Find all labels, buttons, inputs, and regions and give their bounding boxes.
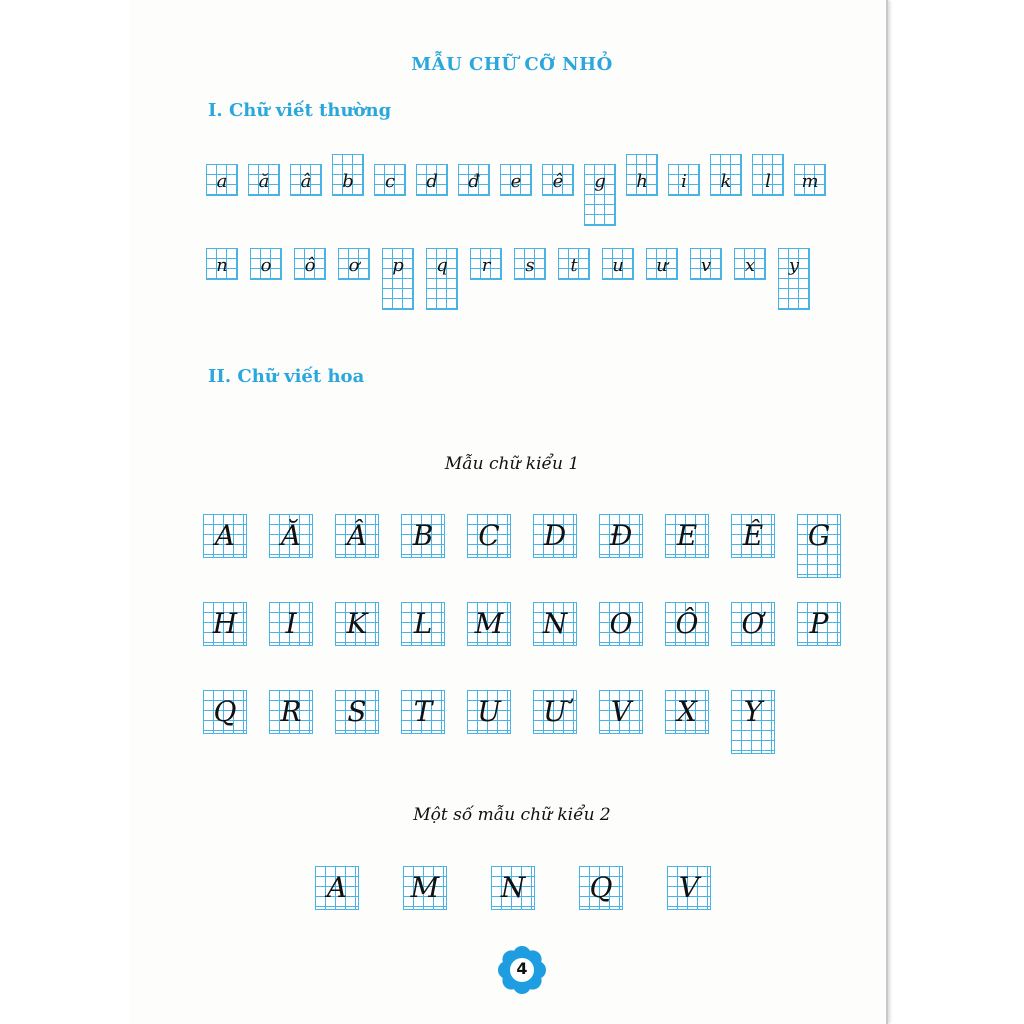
- letter-cell: [248, 164, 280, 196]
- letter-glyph: M: [474, 607, 504, 640]
- caption-style-1: Mẫu chữ kiểu 1: [444, 454, 580, 474]
- letter-cell: [467, 514, 511, 558]
- letter-cell: [797, 514, 841, 578]
- letter-cell: [250, 248, 282, 280]
- letter-cell: [382, 248, 414, 310]
- letter-cell: [338, 248, 370, 280]
- letter-cell: [500, 164, 532, 196]
- letter-cell: [599, 602, 643, 646]
- letter-glyph: P: [809, 607, 829, 640]
- letter-glyph: q: [436, 255, 448, 276]
- letter-cell: [690, 248, 722, 280]
- letter-glyph: N: [542, 607, 568, 640]
- letter-glyph: Ê: [742, 519, 764, 552]
- letter-cell: [794, 164, 826, 196]
- letter-glyph: Đ: [609, 519, 633, 552]
- letter-glyph: i: [681, 171, 687, 192]
- letter-glyph: ơ: [348, 255, 360, 276]
- letter-glyph: Y: [743, 695, 763, 728]
- letter-cell: [294, 248, 326, 280]
- letter-glyph: Ơ: [741, 607, 765, 640]
- letter-cell: [599, 514, 643, 558]
- page-number-badge: [498, 946, 546, 994]
- letter-cell: [335, 514, 379, 558]
- letter-cell: [426, 248, 458, 310]
- letter-cell: [646, 248, 678, 280]
- letter-cell: [584, 164, 616, 226]
- letter-glyph: c: [384, 171, 396, 192]
- letter-cell: [335, 602, 379, 646]
- letter-cell: [731, 514, 775, 558]
- letter-cell: [533, 514, 577, 558]
- letter-glyph: y: [788, 255, 800, 276]
- letter-glyph: o: [260, 255, 272, 276]
- letter-cell: [626, 154, 658, 196]
- letter-cell: [558, 248, 590, 280]
- letter-cell: [315, 866, 359, 910]
- letter-glyph: e: [510, 171, 522, 192]
- letter-cell: [778, 248, 810, 310]
- letter-glyph: Ô: [675, 607, 699, 640]
- letter-cell: [332, 154, 364, 196]
- letter-glyph: X: [677, 695, 697, 728]
- letter-glyph: N: [500, 871, 526, 904]
- letter-glyph: d: [426, 171, 438, 192]
- letter-cell: [458, 164, 490, 196]
- letter-glyph: ă: [258, 171, 270, 192]
- letter-cell: [269, 602, 313, 646]
- letter-glyph: S: [347, 695, 367, 728]
- letter-cell: [401, 514, 445, 558]
- letter-glyph: B: [412, 519, 434, 552]
- letter-cell: [401, 602, 445, 646]
- letter-glyph: ô: [304, 255, 316, 276]
- letter-glyph: A: [214, 519, 236, 552]
- letter-cell: [470, 248, 502, 280]
- letter-glyph: A: [326, 871, 348, 904]
- letter-cell: [491, 866, 535, 910]
- letter-cell: [467, 602, 511, 646]
- letter-cell: [533, 690, 577, 734]
- letter-glyph: Q: [589, 871, 613, 904]
- letter-glyph: G: [807, 519, 831, 552]
- letter-cell: [797, 602, 841, 646]
- letter-glyph: I: [285, 607, 297, 640]
- letter-glyph: t: [570, 255, 578, 276]
- letter-glyph: m: [801, 171, 819, 192]
- letter-glyph: T: [413, 695, 433, 728]
- letter-glyph: L: [413, 607, 433, 640]
- letter-cell: [203, 690, 247, 734]
- letter-glyph: r: [481, 255, 491, 276]
- letter-cell: [668, 164, 700, 196]
- letter-glyph: V: [610, 695, 632, 728]
- letter-glyph: n: [216, 255, 228, 276]
- letter-glyph: Ă: [280, 519, 302, 552]
- letter-cell: [710, 154, 742, 196]
- letter-glyph: Q: [213, 695, 237, 728]
- letter-cell: [401, 690, 445, 734]
- letter-cell: [599, 690, 643, 734]
- letter-glyph: ê: [552, 171, 564, 192]
- letter-cell: [533, 602, 577, 646]
- page-title: MẪU CHỮ CỠ NHỎ: [411, 54, 613, 75]
- letter-glyph: x: [744, 255, 756, 276]
- letter-glyph: u: [612, 255, 624, 276]
- letter-glyph: K: [346, 607, 368, 640]
- letter-glyph: Â: [346, 519, 368, 552]
- letter-glyph: s: [525, 255, 535, 276]
- letter-glyph: R: [280, 695, 302, 728]
- letter-cell: [542, 164, 574, 196]
- letter-cell: [335, 690, 379, 734]
- letter-cell: [665, 690, 709, 734]
- letter-cell: [206, 248, 238, 280]
- letter-cell: [206, 164, 238, 196]
- letter-cell: [203, 602, 247, 646]
- letter-glyph: a: [216, 171, 228, 192]
- letter-cell: [579, 866, 623, 910]
- letter-glyph: D: [543, 519, 567, 552]
- letter-cell: [667, 866, 711, 910]
- letter-cell: [665, 514, 709, 558]
- letter-glyph: E: [676, 519, 698, 552]
- letter-glyph: g: [594, 171, 606, 192]
- letter-cell: [734, 248, 766, 280]
- letter-cell: [752, 154, 784, 196]
- letter-glyph: M: [410, 871, 440, 904]
- letter-cell: [514, 248, 546, 280]
- letter-glyph: k: [720, 171, 732, 192]
- letter-cell: [731, 690, 775, 754]
- letter-glyph: U: [477, 695, 501, 728]
- letter-cell: [731, 602, 775, 646]
- letter-cell: [665, 602, 709, 646]
- letter-cell: [467, 690, 511, 734]
- letter-cell: [602, 248, 634, 280]
- letter-cell: [203, 514, 247, 558]
- letter-glyph: v: [700, 255, 712, 276]
- letter-glyph: â: [300, 171, 312, 192]
- letter-glyph: V: [678, 871, 700, 904]
- letter-glyph: Ư: [543, 695, 567, 728]
- letter-glyph: b: [342, 171, 354, 192]
- letter-cell: [374, 164, 406, 196]
- letter-glyph: đ: [468, 171, 480, 192]
- letter-glyph: ư: [656, 255, 668, 276]
- letter-cell: [269, 514, 313, 558]
- letter-cell: [269, 690, 313, 734]
- letter-cell: [290, 164, 322, 196]
- page-number: 4: [516, 959, 528, 978]
- caption-style-2: Một số mẫu chữ kiểu 2: [413, 805, 611, 825]
- letter-cell: [403, 866, 447, 910]
- letter-glyph: l: [765, 171, 771, 192]
- letter-glyph: O: [609, 607, 633, 640]
- letter-glyph: p: [392, 255, 404, 276]
- section-heading-lowercase: I. Chữ viết thường: [208, 100, 392, 121]
- letter-glyph: h: [636, 171, 648, 192]
- letter-glyph: H: [212, 607, 238, 640]
- letter-cell: [416, 164, 448, 196]
- letter-glyph: C: [478, 519, 500, 552]
- section-heading-uppercase: II. Chữ viết hoa: [208, 366, 365, 387]
